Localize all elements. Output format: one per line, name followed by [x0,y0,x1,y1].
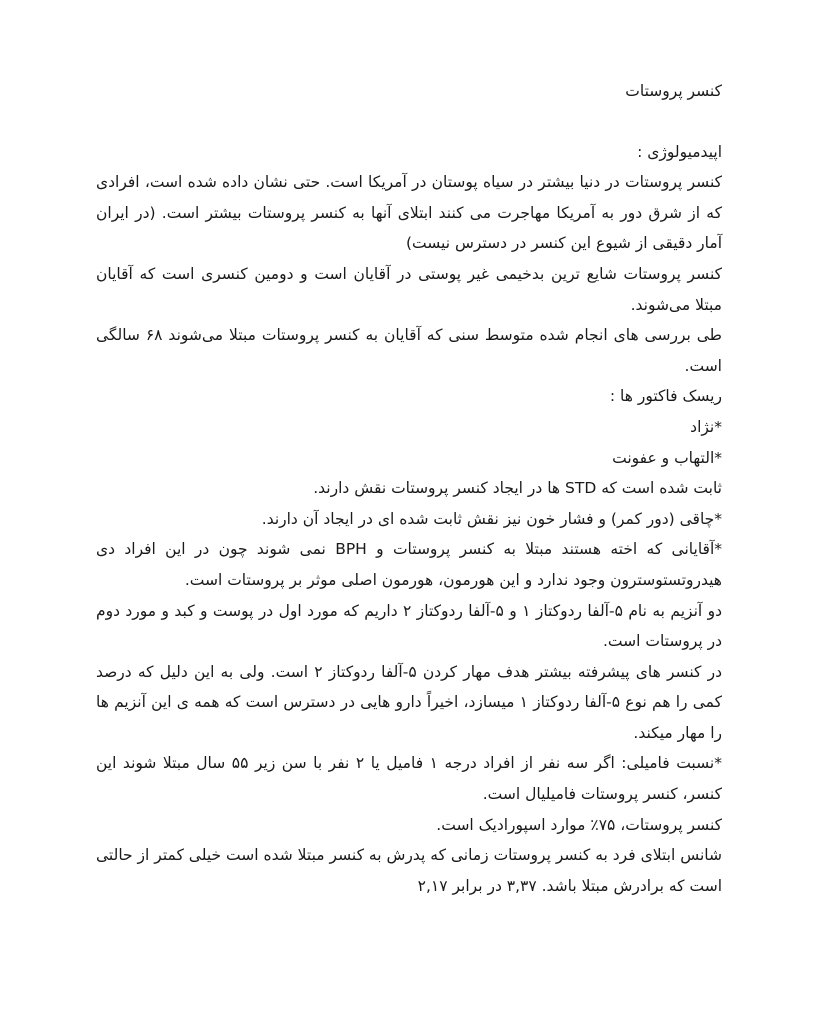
risk-factor-inflammation: *التهاب و عفونت [612,448,722,467]
paragraph-sporadic: کنسر پروستات، ۷۵٪ موارد اسپورادیک است. [436,815,722,834]
document-page [96,76,722,901]
risk-factor-obesity: *چاقی (دور کمر) و فشار خون نیز نقش ثابت شده ای در ایجاد آن دارند. [261,509,722,528]
risk-factor-family-history: *نسبت فامیلی: اگر سه نفر از افراد درجه ۱ فامیل یا ۲ نفر با سن زیر ۵۵ سال مبتلا شوند این کنسر، کنسر پروستات فامیلیال است. [96,754,722,804]
risk-factor-race: *نژاد [690,417,722,436]
paragraph-average-age: طی بررسی های انجام شده متوسط سنی که آقایان به کنسر پروستات مبتلا می‌شوند ۶۸ سالگی است. [96,326,722,375]
paragraph-advanced-cancer: در کنسر های پیشرفته بیشتر هدف مهار کردن ۵-آلفا ردوکتاز ۲ است. ولی به این دلیل که درصد کمی را هم نوع ۵-آلفا ردوکتاز ۱ میسازد، اخیراً دارو هایی در دسترس است که همه ی این آنزیم ها را مهار میکند. [96,662,722,742]
document-title: کنسر پروستات [625,82,722,100]
risk-factors-heading: ریسک فاکتور ها : [609,387,722,406]
paragraph-std: ثابت شده است که STD ها در ایجاد کنسر پروستات نقش دارند. [313,479,722,498]
paragraph-epidemiology-america: کنسر پروستات در دنیا بیشتر در سیاه پوستان در آمریکا است. حتی نشان داده شده است، افرادی که از شرق دور به آمریکا مهاجرت می کنند ابتلای آنها به کنسر پروستات بیشتر است. (در ایران آمار دقیقی از شیوع این کنسر در دسترس نیست) [96,173,722,253]
paragraph-enzymes: دو آنزیم به نام ۵-آلفا ردوکتاز ۱ و ۵-آلفا ردوکتاز ۲ داریم که مورد اول در پوست و کبد و مورد دوم در پروستات است. [96,601,722,651]
paragraph-most-common-malignancy: کنسر پروستات شایع ترین بدخیمی غیر پوستی در آقایان است و دومین کنسری است که آقایان مبتلا می‌شوند. [96,264,722,314]
epidemiology-heading: اپیدمیولوژی : [637,142,722,161]
risk-factor-castration: *آقایانی که اخته هستند مبتلا به کنسر پروستات و BPH نمی شوند چون در این افراد دی هیدروتستوسترون وجود ندارد و این هورمون، هورمون اصلی موثر بر پروستات است. [96,540,723,589]
paragraph-father-brother-risk: شانس ابتلای فرد به کنسر پروستات زمانی که پدرش به کنسر مبتلا شده است خیلی کمتر از حالتی است که برادرش مبتلا باشد. ۳,۳۷ در برابر ۲,۱۷ [96,846,722,895]
